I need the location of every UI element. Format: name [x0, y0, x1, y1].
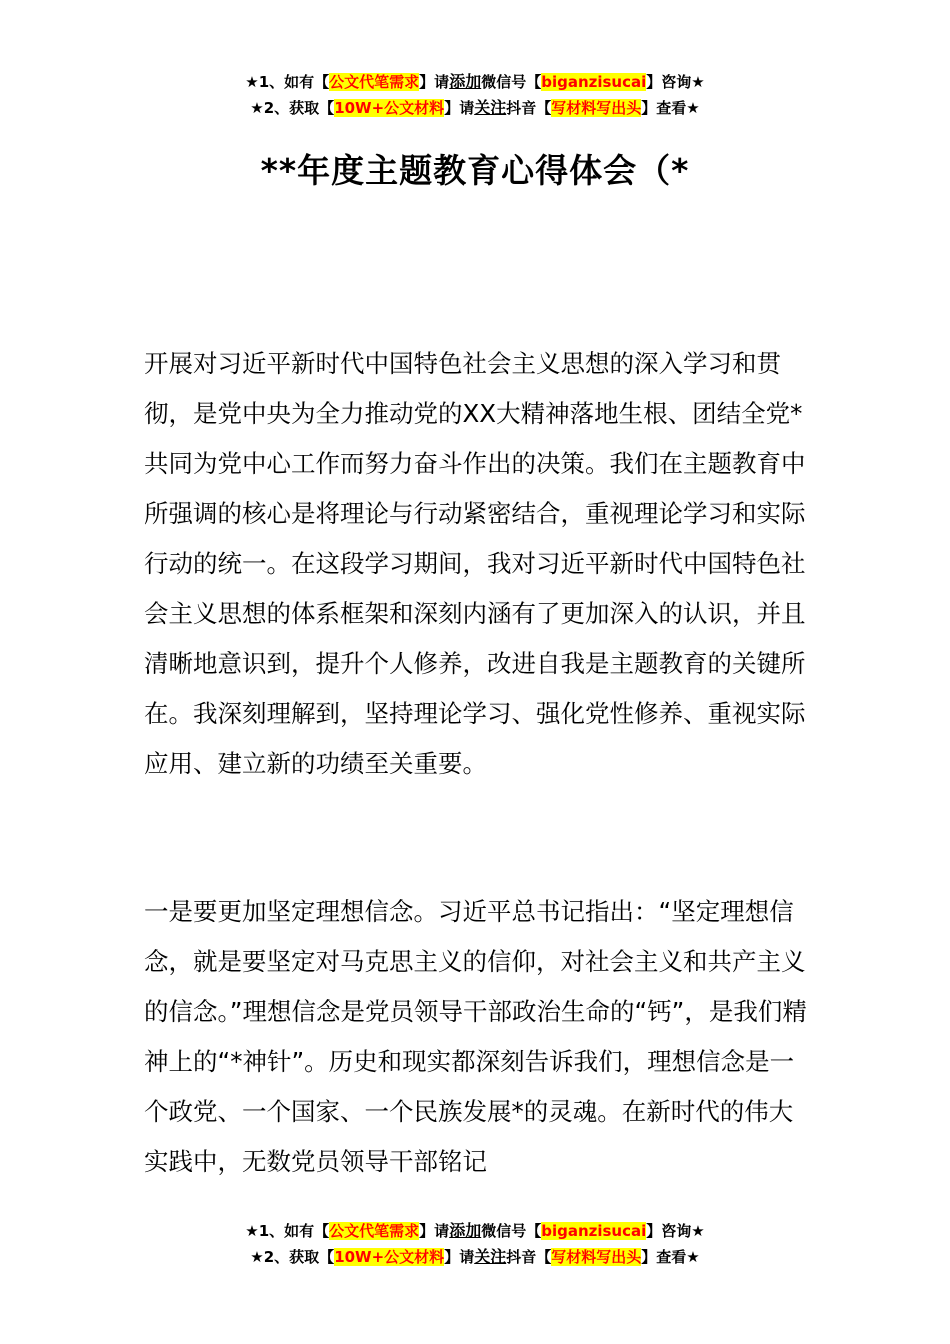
banner-text: 】咨询★: [646, 1222, 705, 1240]
footer-banner-line-2: [0, 1244, 950, 1270]
banner-text: 】查看★: [641, 99, 700, 117]
banner-highlight-wechat-id: biganzisucai: [541, 73, 647, 91]
banner-emphasis: 添加: [449, 72, 482, 91]
body-paragraph-1: 开展对习近平新时代中国特色社会主义思想的深入学习和贯彻，是党中央为全力推动党的XX大精神落地生根、团结全党*共同为党中心工作而努力奋斗作出的决策。我们在主题教育中所强调的核心是将理论与行动紧密结合，重视理论学习和实际行动的统一。在这段学习期间，我对习近平新时代中国特色社会主义思想的体系框架和深刻内涵有了更加深入的认识，并且清晰地意识到，提升个人修养，改进自我是主题教育的关键所在。我深刻理解到，坚持理论学习、强化党性修养、重视实际应用、建立新的功绩至关重要。: [144, 349, 806, 778]
banner-text: 微信号【: [481, 1222, 542, 1240]
banner-highlight-douyin-id: 写材料写出头: [551, 1248, 642, 1266]
banner-highlight-materials: 10W+公文材料: [334, 99, 445, 117]
header-banner-line-1: [0, 69, 950, 95]
banner-text: 抖音【: [506, 1248, 552, 1266]
banner-emphasis: 关注: [474, 98, 507, 117]
header-banner: [0, 69, 950, 121]
header-banner-line-2: [0, 95, 950, 121]
document-title: **年度主题教育心得体会（*: [260, 151, 690, 190]
banner-text: 】查看★: [641, 1248, 700, 1266]
banner-emphasis: 添加: [449, 1221, 482, 1240]
banner-highlight-douyin-id: 写材料写出头: [551, 99, 642, 117]
banner-text: 】咨询★: [646, 73, 705, 91]
banner-text: ★2、获取【: [250, 99, 335, 117]
banner-text: 】请: [419, 73, 450, 91]
banner-emphasis: 关注: [474, 1247, 507, 1266]
banner-highlight-service: 公文代笔需求: [329, 73, 420, 91]
banner-text: ★1、如有【: [245, 73, 330, 91]
banner-text: 】请: [444, 99, 475, 117]
banner-highlight-wechat-id: biganzisucai: [541, 1222, 647, 1240]
banner-highlight-service: 公文代笔需求: [329, 1222, 420, 1240]
banner-highlight-materials: 10W+公文材料: [334, 1248, 445, 1266]
banner-text: 】请: [419, 1222, 450, 1240]
banner-text: 】请: [444, 1248, 475, 1266]
footer-banner-line-1: [0, 1218, 950, 1244]
banner-text: ★1、如有【: [245, 1222, 330, 1240]
banner-text: ★2、获取【: [250, 1248, 335, 1266]
banner-text: 微信号【: [481, 73, 542, 91]
banner-text: 抖音【: [506, 99, 552, 117]
body-paragraph-2: 一是要更加坚定理想信念。习近平总书记指出：“坚定理想信念，就是要坚定对马克思主义的信仰，对社会主义和共产主义的信念。”理想信念是党员领导干部政治生命的“钙”，是我们精神上的“*神针”。历史和现实都深刻告诉我们，理想信念是一个政党、一个国家、一个民族发展*的灵魂。在新时代的伟大实践中，无数党员领导干部铭记: [144, 897, 807, 1176]
footer-banner: [0, 1218, 950, 1270]
